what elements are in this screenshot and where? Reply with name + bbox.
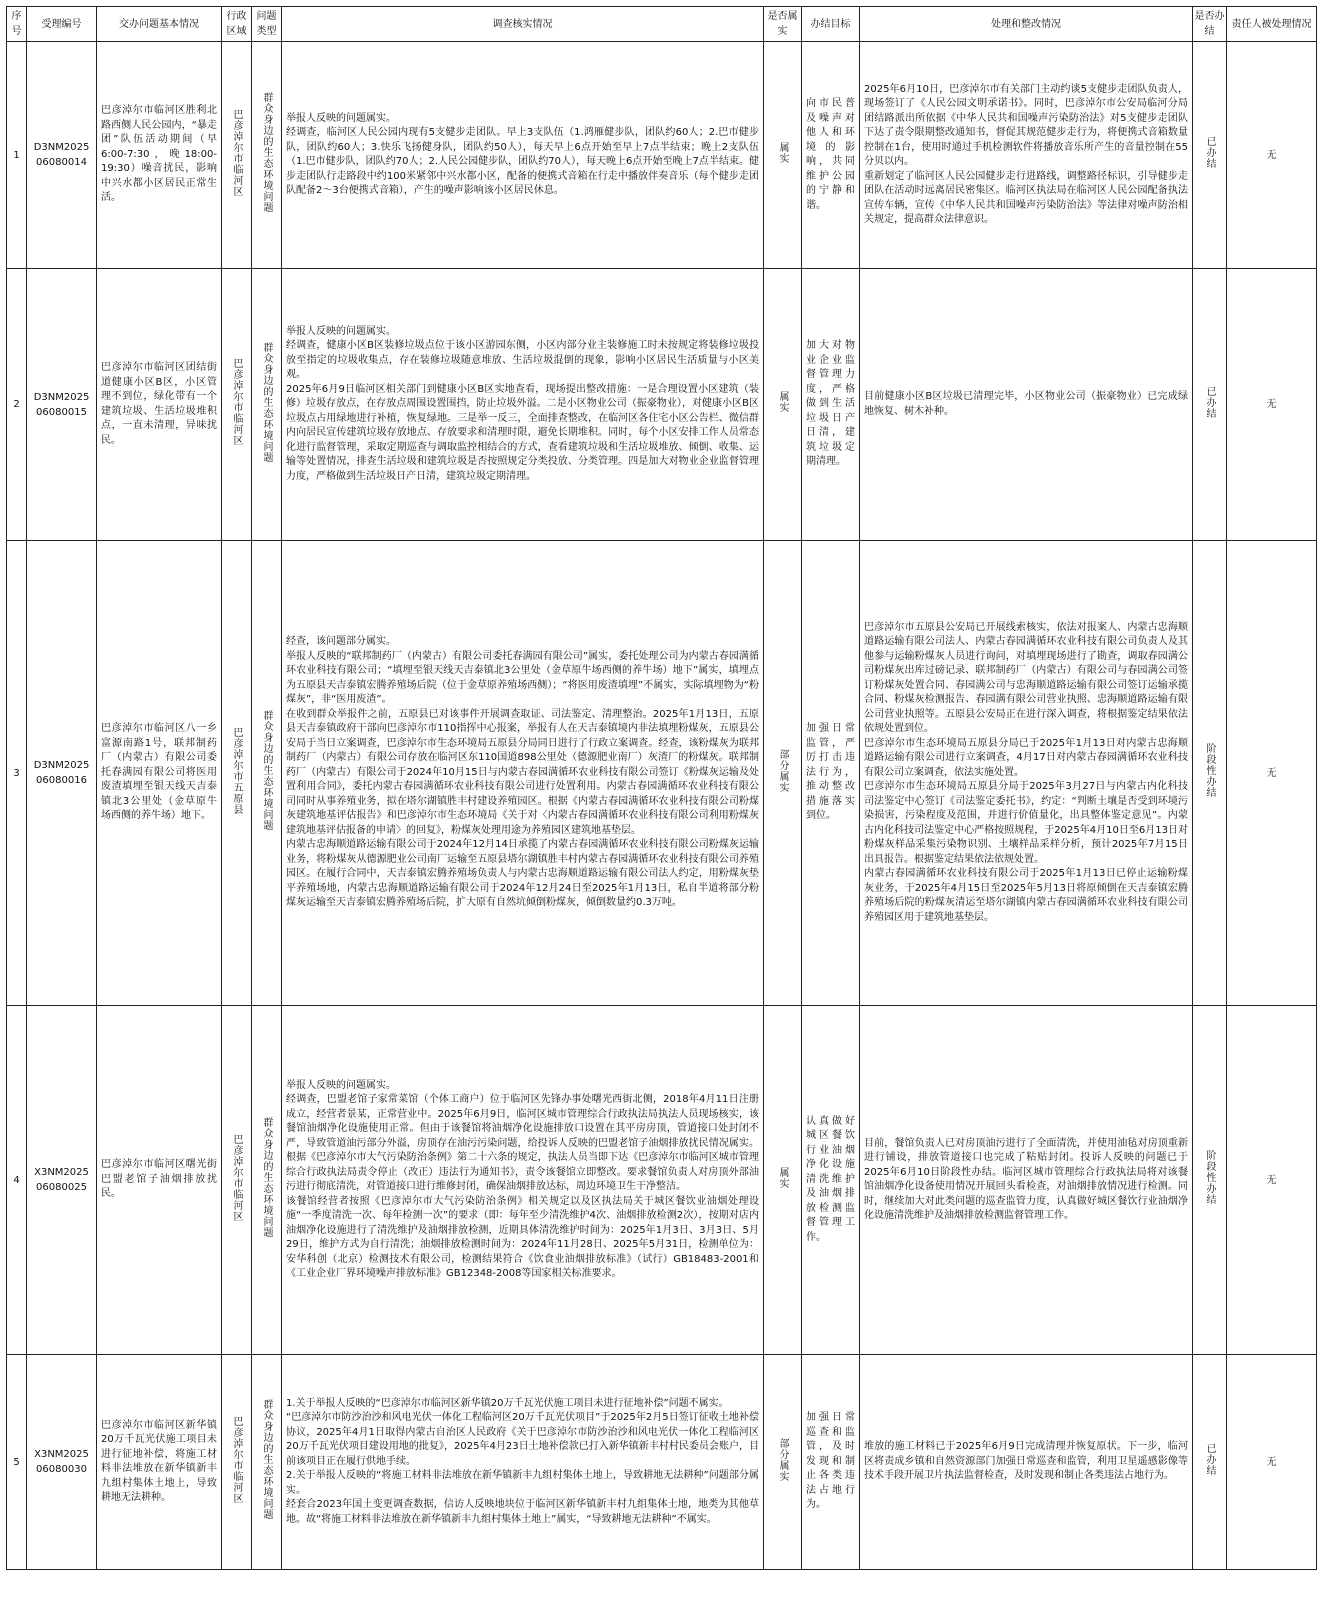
cell-basic	[97, 1355, 222, 1570]
case-type: 群众身边的生态环境问题	[261, 341, 272, 463]
cell-goal	[802, 541, 860, 1006]
case-done: 阶段性办结	[1204, 1150, 1215, 1205]
cell-type	[252, 1355, 282, 1570]
case-basic: 巴彦淖尔市临河区新华镇20万千瓦光伏施工项目未进行征地补偿，将施工材料非法堆放在新华镇新丰九组村集体土地上，导致耕地无法耕种。	[101, 1419, 217, 1503]
case-done: 已办结	[1204, 1443, 1215, 1476]
case-basic: 巴彦淖尔市临河区八一乡富源南路1号，联邦制药厂（内蒙古）有限公司委托春满园有限公司将医用废渣填埋至银天线天吉泰镇北3公里处（金草原牛场西侧的养牛场）地下。	[101, 723, 217, 822]
case-verified: 属实	[777, 1166, 788, 1189]
case-code: X3NM2025 06080030	[34, 1449, 89, 1475]
case-investigation: 经查，该问题部分属实。 举报人反映的“联邦制药厂（内蒙古）有限公司委托春满园有限公司”属实，委托处理公司为内蒙古春园满循环农业科技有限公司；“填埋至银天线天吉泰镇北3公里处（金草原牛场西侧的养牛场）地下”属实，填埋点为五原县天吉泰镇宏腾养殖场后院（位于金草原养殖场西侧）；“将医用废渣填埋”不属实，实际填埋物为“粉煤灰”，非“医用废渣”。 在收到群众举报件之前，五原县已对该事件开展调查取证、司法鉴定、清理整治。2025年1月13日，五原县天吉泰镇政府干部向巴彦淖尔市110指挥中心报案，举报有人在天吉泰镇境内非法填埋粉煤灰，五原县公安局于当日立案调查，巴彦淖尔市生态环境局五原县分局同日进行了行政立案调查。经查，该粉煤灰为联邦制药厂（内蒙古）有限公司存放在临河区东110国道898公里处（德源肥业南厂）灰渣厂的粉煤灰。联邦制药厂（内蒙古）有限公司于2024年10月15日与内蒙古春园满循环农业科技有限公司签订《粉煤灰运输及处置利用合同》，委托内蒙古春园满循环农业科技有限公司进行处置利用。内蒙古春园满循环农业科技有限公司同时从事养殖业务，拟在塔尔湖镇胜丰村建设养殖园区。根据《内蒙古春园满循环农业科技有限公司粉煤灰建筑地基评估报告》和巴彦淖尔市生态环境局《关于对〈内蒙古春园满循环农业科技有限公司利用粉煤灰建筑地基评估报备的申请〉的回复》，粉煤灰处理用途为养殖园区建筑地基垫层。 内蒙古忠海顺道路运输有限公司于2024年12月14日承揽了内蒙古春园满循环农业科技有限公司粉煤灰运输业务，将粉煤灰从德源肥业公司南厂运输至五原县塔尔湖镇胜丰村内蒙古春园满循环农业科技有限公司养殖园区。在履行合同中，天吉泰镇宏腾养殖场负责人与内蒙古忠海顺道路运输有限公司法人约定，用粉煤灰垫平养殖场地，内蒙古忠海顺道路运输有限公司于2024年12月24日至2025年1月13日，私自半道将部分粉煤灰运输至天吉泰镇宏腾养殖场后院，扩大原有自然坑倾倒粉煤灰，倾倒数量约0.3万吨。	[286, 636, 759, 909]
header-investigation: 调查核实情况	[282, 7, 764, 42]
header-done: 是否办结	[1193, 7, 1227, 42]
case-code: X3NM2025 06080025	[34, 1167, 89, 1193]
case-goal: 向市民普及噪声对他人和环境的影响，共同维护公园的宁静和谐。	[806, 98, 855, 211]
case-type: 群众身边的生态环境问题	[261, 92, 272, 213]
cell-done	[1193, 269, 1227, 541]
case-verified: 属实	[777, 391, 788, 413]
cell-done	[1193, 42, 1227, 269]
cell-done	[1193, 541, 1227, 1006]
case-region: 巴彦淖尔市临河区	[231, 358, 242, 446]
cell-seq: 5	[7, 1355, 27, 1570]
cell-region	[222, 541, 252, 1006]
case-handling: 2025年6月10日，巴彦淖尔市有关部门主动约谈5支健步走团队负责人，现场签订了《人民公园文明承诺书》。同时，巴彦淖尔市公安局临河分局团结路派出所依据《中华人民共和国噪声污染防治法》对5支健步走团队下达了责令限期整改通知书，督促其规范健步走行为，将便携式音箱数量控制在1台，使用时通过手机检测软件将播放音乐所产生的音量控制在55分贝以内。 重新划定了临河区人民公园健步走行进路线，调整路径标识，引导健步走团队在活动时远离居民密集区。临河区执法局在临河区人民公园配备执法宣传车辆，宣传《中华人民共和国噪声污染防治法》等法律对噪声防治相关规定，提高群众法律意识。	[864, 83, 1188, 225]
table-row	[7, 42, 1317, 269]
case-handling: 巴彦淖尔市五原县公安局已开展线索核实，依法对报案人、内蒙古忠海顺道路运输有限公司法人、内蒙古春园满循环农业科技有限公司负责人及其他参与运输粉煤灰人员进行询问，对填埋现场进行了勘查，调取春园满公司粉煤灰出库过磅记录、联邦制药厂（内蒙古）有限公司与春园满公司签订粉煤灰处置合同、春园满公司与忠海顺道路运输有限公司签订运输承揽合同、粉煤灰检测报告、春园满有限公司营业执照、忠海顺道路运输有限公司营业执照等。五原县公安局正在进行深入调查，将根据鉴定结果依法依规处置到位。 巴彦淖尔市生态环境局五原县分局已于2025年1月13日对内蒙古忠海顺道路运输有限公司进行立案调查，4月17日对内蒙古春园满循环农业科技有限公司立案调查，依法实施处置。 巴彦淖尔市生态环境局五原县分局于2025年3月27日与内蒙古内化科技司法鉴定中心签订《司法鉴定委托书》，约定：“判断土壤是否受到环境污染损害，污染程度及范围，并进行价值量化，出具整体鉴定意见”。内蒙古内化科技司法鉴定中心严格按照规程，于2025年4月10日至6月13日对粉煤灰样品采集污染物识别、土壤样品采样分析，预计2025年7月15日出具报告。根据鉴定结果依法依规处置。 内蒙古春园满循环农业科技有限公司于2025年1月13日已停止运输粉煤灰业务，于2025年4月15日至2025年5月13日将原倾倒在天吉泰镇宏腾养殖场后院的粉煤灰清运至塔尔湖镇内蒙古春园满循环农业科技有限公司养殖园区用于建筑地基垫层。	[864, 621, 1188, 923]
cell-handling	[860, 269, 1193, 541]
cell-goal	[802, 1355, 860, 1570]
cell-investigation	[282, 269, 764, 541]
cell-region	[222, 42, 252, 269]
header-basic: 交办问题基本情况	[97, 7, 222, 42]
cell-investigation	[282, 541, 764, 1006]
cell-verified	[764, 42, 802, 269]
cell-goal	[802, 1006, 860, 1355]
cell-region	[222, 1355, 252, 1570]
header-region: 行政区域	[222, 7, 252, 42]
cell-verified	[764, 269, 802, 541]
case-verified: 部分属实	[777, 748, 788, 793]
header-goal: 办结目标	[802, 7, 860, 42]
cell-accountability: 无	[1227, 541, 1317, 1006]
cell-region	[222, 1006, 252, 1355]
cell-accountability: 无	[1227, 1006, 1317, 1355]
case-goal: 加强日常监管，严厉打击违法行为，推动整改措施落实到位。	[806, 723, 855, 822]
case-code: D3NM2025 06080016	[33, 760, 90, 786]
header-type: 问题类型	[252, 7, 282, 42]
case-region: 巴彦淖尔市五原县	[231, 726, 242, 815]
cell-handling	[860, 541, 1193, 1006]
cell-goal	[802, 42, 860, 269]
cell-investigation	[282, 42, 764, 269]
case-region: 巴彦淖尔市临河区	[231, 1415, 242, 1504]
table-row	[7, 1355, 1317, 1570]
case-code: D3NM2025 06080015	[33, 391, 90, 418]
case-verified: 属实	[777, 141, 788, 164]
cell-done	[1193, 1355, 1227, 1570]
cell-code	[27, 1355, 97, 1570]
cell-seq: 3	[7, 541, 27, 1006]
case-goal: 加强日常巡查和监管，及时发现和制止各类违法占地行为。	[806, 1412, 855, 1511]
case-investigation: 举报人反映的问题属实。 经调查，健康小区B区装修垃圾点位于该小区游园东侧，小区内部分业主装修施工时未按规定将装修垃圾投放至指定的垃圾收集点，存在装修垃圾随意堆放、生活垃圾混倒的现象，影响小区居民生活质量与小区美观。 2025年6月9日临河区相关部门到健康小区B区实地查看，现场提出整改措施：一是合理设置小区建筑（装修）垃圾存放点，在存放点周围设置围挡，防止垃圾外溢。二是小区物业公司（振豪物业），对健康小区B区垃圾点占用绿地进行补植，恢复绿地。三是举一反三，全面排查整改，在临河区各住宅小区公告栏、微信群内向居民宣传建筑垃圾存放地点、存放要求和清理时限，避免长期堆积。同时，每个小区安排工作人员常态化进行监督管理，采取定期巡查与调取监控相结合的方式，查看建筑垃圾和生活垃圾堆放、倾倒、收集、运输等处置情况，排查生活垃圾和建筑垃圾是否按照规定分类投放、分类管理。四是加大对物业企业监督管理力度，严格做到生活垃圾日产日清，建筑垃圾定期清理。	[286, 325, 759, 482]
case-code: D3NM2025 06080014	[33, 142, 90, 168]
case-region: 巴彦淖尔市临河区	[231, 108, 242, 197]
cell-verified	[764, 541, 802, 1006]
header-accountability: 责任人被处理情况	[1227, 7, 1317, 42]
header-verified: 是否属实	[764, 7, 802, 42]
cell-verified	[764, 1355, 802, 1570]
cell-seq: 1	[7, 42, 27, 269]
case-region: 巴彦淖尔市临河区	[231, 1133, 242, 1222]
header-handling: 处理和整改情况	[860, 7, 1193, 42]
case-type: 群众身边的生态环境问题	[261, 1399, 272, 1520]
header-seq: 序号	[7, 7, 27, 42]
cell-accountability: 无	[1227, 42, 1317, 269]
case-done: 已办结	[1204, 385, 1215, 419]
cell-type	[252, 541, 282, 1006]
case-basic: 巴彦淖尔市临河区团结街道健康小区B区，小区管理不到位，绿化带有一个建筑垃圾、生活垃圾堆积点，一直未清理，异味扰民。	[101, 362, 217, 446]
case-handling: 目前，餐馆负责人已对房顶油污进行了全面清洗，并使用油毡对房顶重新进行铺设，排放管道接口也完成了粘贴封闭。投诉人反映的问题已于2025年6月10日阶段性办结。临河区城市管理综合行政执法局将对该餐馆油烟净化设备使用情况开展回头看检查，对油烟排放情况进行检测。同时，继续加大对此类问题的巡查监管力度，认真做好城区餐饮行业油烟净化设施清洗维护及油烟排放检测监督管理工作。	[864, 1137, 1188, 1221]
cell-investigation	[282, 1355, 764, 1570]
cell-region	[222, 269, 252, 541]
case-verified: 部分属实	[777, 1437, 788, 1482]
cell-basic	[97, 42, 222, 269]
case-investigation: 举报人反映的问题属实。 经调查，临河区人民公园内现有5支健步走团队。早上3支队伍（1.鸿雁健步队，团队约60人；2.巴市健步队，团队约60人；3.快乐飞扬健身队，团队约50人），每天早上6点开始至早上7点半结束；晚上2支队伍（1.巴市健步队，团队约70人；2.人民公园健步队，团队约70人），每天晚上6点开始至晚上7点半结束。健步走团队行走路段中约100米紧邻中兴水都小区，配备的便携式音箱在行走中播放伴奏音乐（每个健步走团队配备2～3台便携式音箱），产生的噪声影响该小区居民休息。	[286, 112, 759, 196]
table-row	[7, 1006, 1317, 1355]
case-table	[6, 6, 1317, 1570]
case-type: 群众身边的生态环境问题	[261, 1117, 272, 1238]
case-handling: 目前健康小区B区垃圾已清理完毕，小区物业公司（振豪物业）已完成绿地恢复、树木补种。	[864, 391, 1188, 417]
cell-type	[252, 269, 282, 541]
case-done: 已办结	[1204, 136, 1215, 169]
cell-handling	[860, 1355, 1193, 1570]
case-investigation: 1.关于举报人反映的“巴彦淖尔市临河区新华镇20万千瓦光伏施工项目未进行征地补偿”问题不属实。 “巴彦淖尔市防沙治沙和风电光伏一体化工程临河区20万千瓦光伏项目”于2025年2月5日签订征收土地补偿协议，2025年4月1日取得内蒙古自治区人民政府《关于巴彦淖尔市防沙治沙和风电光伏一体化工程临河区20万千瓦光伏项目建设用地的批复》，2025年4月23日土地补偿款已打入新华镇新丰村村民委员会账户，目前该项目正在履行供地手续。 2.关于举报人反映的“将施工材料非法堆放在新华镇新丰九组村集体土地上，导致耕地无法耕种”问题部分属实。 经套合2023年国土变更调查数据，信访人反映地块位于临河区新华镇新丰村九组集体土地，地类为其他草地。故“将施工材料非法堆放在新华镇新丰九组村集体土地上”属实，“导致耕地无法耕种”不属实。	[286, 1397, 759, 1525]
case-investigation: 举报人反映的问题属实。 经调查，巴盟老馆子家常菜馆（个体工商户）位于临河区先锋办事处曙光西街北侧，2018年4月11日注册成立，经营者景某，正常营业中。2025年6月9日，临河区城市管理综合行政执法局执法人员现场核实，该餐馆油烟净化设施使用正常。但由于该餐馆将油烟净化设施排放口设置在其平房房顶，管道接口处封闭不严，导致管道油污部分外溢，房顶存在油污污染问题，给投诉人反映的巴盟老馆子油烟排放扰民情况属实。根据《巴彦淖尔市大气污染防治条例》第二十六条的规定，执法人员当即下达《巴彦淖尔市临河区城市管理综合行政执法局责令停止（改正）违法行为通知书》，责令该餐馆立即整改。要求餐馆负责人对房顶外部油污进行彻底清洗，对管道接口进行维修封闭，确保油烟排放达标，周边环境卫生干净整洁。 该餐馆经营者按照《巴彦淖尔市大气污染防治条例》相关规定以及区执法局关于城区餐饮业油烟处理设施“一季度清洗一次、每年检测一次”的要求（即：每年至少清洗维护4次、油烟排放检测2次），按期对店内油烟净化设施进行了清洗维护及油烟排放检测，近期具体清洗维护时间为：2025年1月3日、3月3日、5月29日，维护方式为自行清洗；油烟排放检测时间为：2024年11月28日、2025年5月31日，检测单位为：安华科创（北京）检测技术有限公司，检测结果符合《饮食业油烟排放标准》（试行）GB18483-2001和《工业企业厂界环境噪声排放标准》GB12348-2008等国家相关标准要求。	[286, 1079, 759, 1279]
cell-basic	[97, 269, 222, 541]
table-row	[7, 541, 1317, 1006]
cell-seq: 4	[7, 1006, 27, 1355]
cell-verified	[764, 1006, 802, 1355]
cell-code	[27, 269, 97, 541]
cell-type	[252, 1006, 282, 1355]
case-handling: 堆放的施工材料已于2025年6月9日完成清理并恢复原状。下一步，临河区将责成乡镇和自然资源部门加强日常巡查和监管，利用卫星遥感影像等技术手段开展卫片执法监督检查，及时发现和制止各类违法占地行为。	[864, 1441, 1188, 1482]
cell-seq: 2	[7, 269, 27, 541]
table-row	[7, 269, 1317, 541]
cell-accountability: 无	[1227, 269, 1317, 541]
cell-code	[27, 541, 97, 1006]
cell-done	[1193, 1006, 1227, 1355]
case-type: 群众身边的生态环境问题	[261, 710, 272, 831]
cell-goal	[802, 269, 860, 541]
cell-code	[27, 42, 97, 269]
case-basic: 巴彦淖尔市临河区曙光街巴盟老馆子油烟排放扰民。	[101, 1159, 217, 1200]
case-done: 阶段性办结	[1204, 743, 1215, 798]
case-basic: 巴彦淖尔市临河区胜利北路西侧人民公园内，“暴走团”队伍活动期间（早6:00-7:30，晚18:00-19:30）噪音扰民，影响中兴水都小区居民正常生活。	[101, 105, 217, 204]
cell-investigation	[282, 1006, 764, 1355]
cell-code	[27, 1006, 97, 1355]
cell-handling	[860, 42, 1193, 269]
case-goal: 认真做好城区餐饮行业油烟净化设施清洗维护及油烟排放检测监督管理工作。	[806, 1115, 855, 1243]
cell-basic	[97, 1006, 222, 1355]
header-row	[7, 7, 1317, 42]
cell-handling	[860, 1006, 1193, 1355]
cell-type	[252, 42, 282, 269]
case-goal: 加大对物业企业监督管理力度，严格做到生活垃圾日产日清，建筑垃圾定期清理。	[806, 340, 855, 468]
header-code: 受理编号	[27, 7, 97, 42]
cell-basic	[97, 541, 222, 1006]
cell-accountability: 无	[1227, 1355, 1317, 1570]
